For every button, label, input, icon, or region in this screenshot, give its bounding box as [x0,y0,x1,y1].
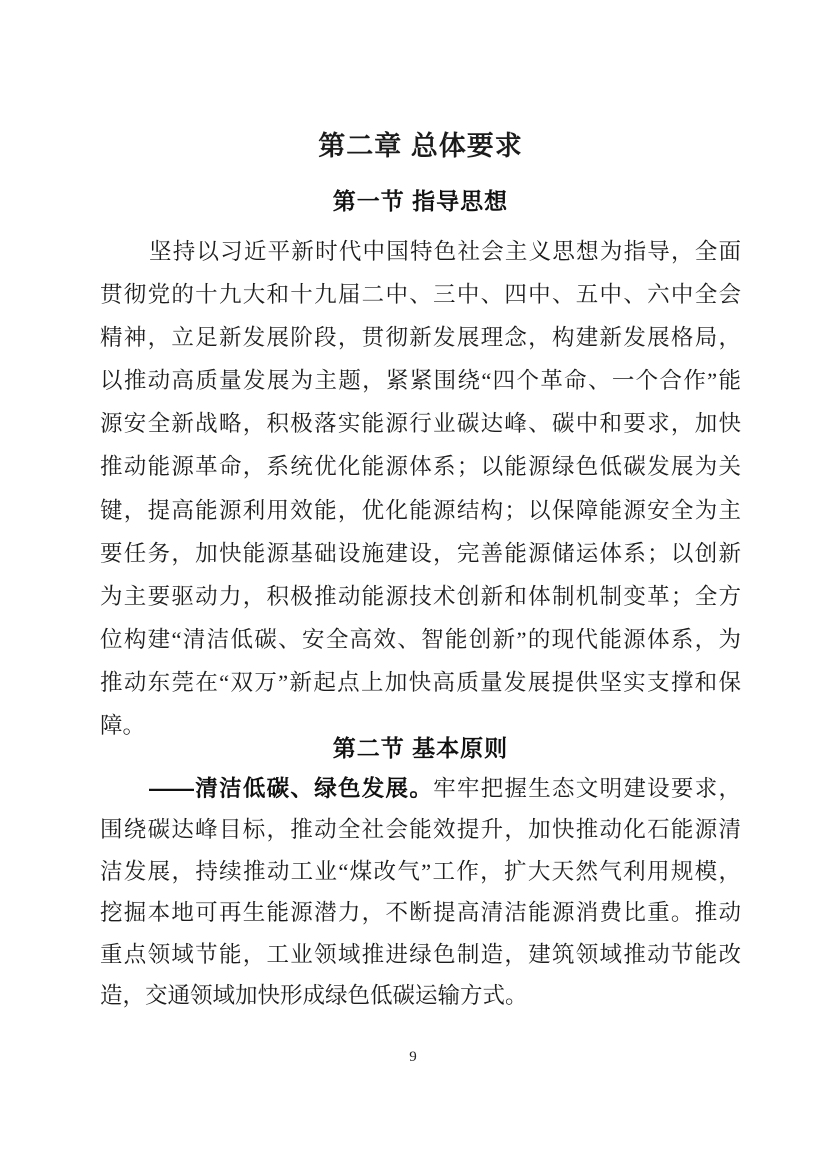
paragraph-line: 造，交通领域加快形成绿色低碳运输方式。 [100,982,528,1008]
principle-lead-emphasis: ——清洁低碳、绿色发展。 [149,776,434,801]
page-number: 9 [409,1049,417,1065]
section-heading-guiding-ideology: 第一节 指导思想 [332,188,509,214]
paragraph-line: 推动能源革命，系统优化能源体系；以能源绿色低碳发展为关 [100,454,741,480]
paragraph-line: 坚持以习近平新时代中国特色社会主义思想为指导，全面 [149,239,741,264]
section-heading-basic-principles: 第二节 基本原则 [332,735,509,761]
paragraph-line: 要任务，加快能源基础设施建设，完善能源储运体系；以创新 [100,540,741,566]
paragraph-line: 以推动高质量发展为主题，紧紧围绕“四个革命、一个合作”能 [100,368,741,394]
paragraph-basic-principles [100,768,741,1016]
paragraph-line: 键，提高能源利用效能，优化能源结构；以保障能源安全为主 [100,497,741,523]
paragraph-line: 位构建“清洁低碳、安全高效、智能创新”的现代能源体系，为 [100,626,741,652]
paragraph-line: 精神，立足新发展阶段，贯彻新发展理念，构建新发展格局， [100,325,741,351]
paragraph-line: 障。 [100,713,146,739]
paragraph-line [100,768,741,809]
paragraph-guiding-ideology [100,230,741,747]
paragraph-line: 为主要驱动力，积极推动能源技术创新和体制机制变革；全方 [100,583,741,609]
paragraph-line: 洁发展，持续推动工业“煤改气”工作，扩大天然气利用规模， [100,858,741,884]
paragraph-line: 贯彻党的十九大和十九届二中、三中、四中、五中、六中全会 [100,282,741,308]
chapter-heading: 第二章 总体要求 [318,131,523,161]
paragraph-line: 挖掘本地可再生能源潜力，不断提高清洁能源消费比重。推动 [100,900,741,926]
paragraph-line-text: 牢牢把握生态文明建设要求， [433,776,741,801]
paragraph-line: 推动东莞在“双万”新起点上加快高质量发展提供坚实支撑和保 [100,669,741,695]
paragraph-line: 源安全新战略，积极落实能源行业碳达峰、碳中和要求，加快 [100,411,741,437]
paragraph-line: 围绕碳达峰目标，推动全社会能效提升，加快推动化石能源清 [100,817,741,843]
paragraph-line: 重点领域节能，工业领域推进绿色制造，建筑领域推动节能改 [100,941,741,967]
